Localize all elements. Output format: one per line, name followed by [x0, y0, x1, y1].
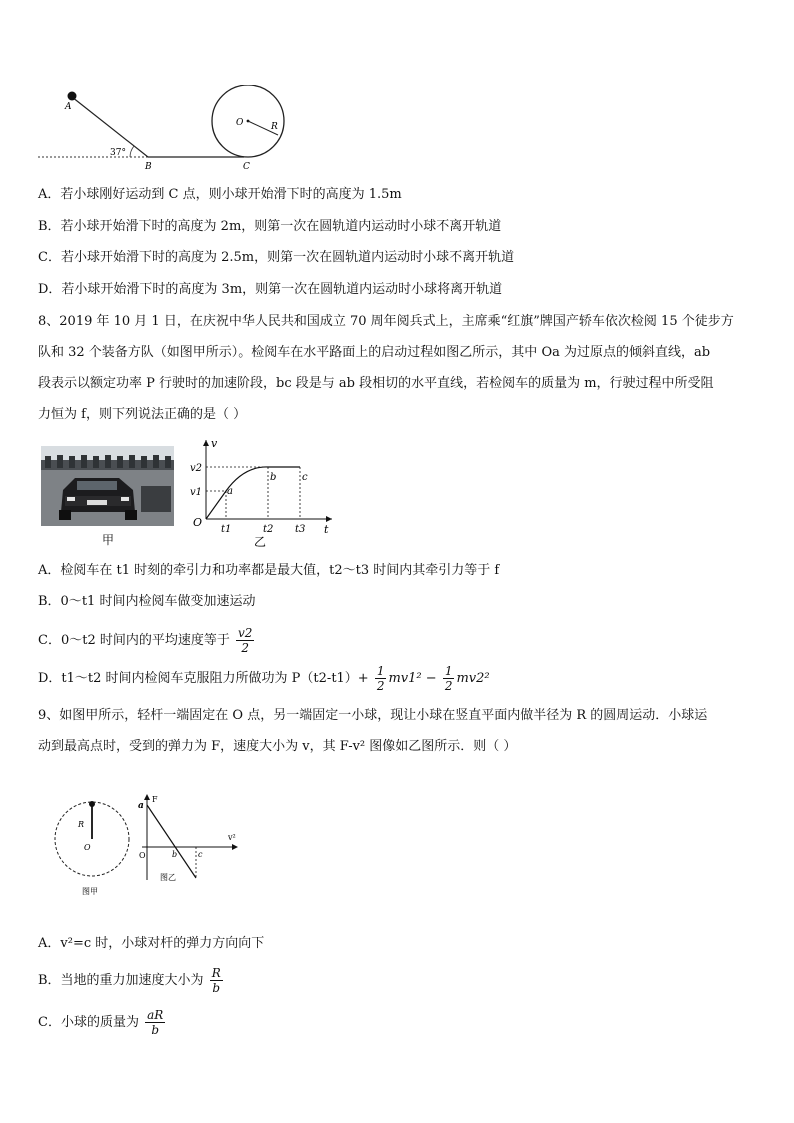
label-O: O — [236, 118, 244, 128]
label-C: C — [243, 162, 250, 170]
tick-v1: v1 — [190, 487, 203, 498]
q9-stem-line2: 动到最高点时，受到的弹力为 F，速度大小为 v，其 F-v² 图像如乙图所示．则（ ） — [38, 739, 517, 754]
q7-option-d: D．若小球开始滑下时的高度为 3m，则第一次在圆轨道内运动时小球将离开轨道 — [38, 282, 503, 297]
q9-option-b-fraction — [210, 966, 223, 995]
half-fraction-2 — [443, 664, 455, 693]
label-O: O — [84, 843, 91, 852]
q9-option-c-fraction — [145, 1008, 165, 1037]
fraction-numerator: 1 — [444, 664, 453, 678]
q8-stem-line1: 8、2019 年 10 月 1 日，在庆祝中华人民共和国成立 70 周年阅兵式上，主席乘“红旗”牌国产轿车依次检阅 15 个徒步方 — [38, 314, 734, 329]
angle-label: 37° — [110, 148, 126, 158]
fraction-denominator: 2 — [444, 679, 453, 693]
minus-sign: − — [425, 671, 437, 686]
q9-figure — [50, 792, 250, 900]
graph-caption-yi: 乙 — [254, 535, 267, 548]
point-c: c — [302, 472, 308, 483]
q9-option-a: A．v²=c 时，小球对杆的弹力方向向下 — [38, 936, 265, 951]
q7-option-a: A．若小球刚好运动到 C 点，则小球开始滑下时的高度为 1.5m — [38, 187, 402, 202]
point-a: a — [227, 486, 233, 497]
q9-option-b — [38, 964, 225, 998]
point-b: b — [270, 472, 277, 483]
q9-option-c — [38, 1006, 167, 1040]
label-R: R — [78, 820, 85, 829]
term-mv1: mv1² — [388, 671, 422, 686]
term-mv2: mv2² — [456, 671, 490, 686]
vt-curve — [206, 467, 300, 519]
fraction-denominator: b — [151, 1023, 160, 1037]
q8-option-b: B．0～t1 时间内检阅车做变加速运动 — [38, 594, 256, 609]
q9-option-b-text: B．当地的重力加速度大小为 — [38, 973, 204, 988]
label-R: R — [271, 122, 278, 132]
tick-t2: t2 — [263, 524, 274, 535]
vt-graph — [186, 436, 336, 548]
label-F: F — [152, 795, 158, 804]
fraction-denominator: 2 — [241, 641, 250, 655]
ball — [68, 92, 77, 101]
tick-t1: t1 — [221, 524, 232, 535]
tick-t3: t3 — [295, 524, 306, 535]
half-fraction-1 — [375, 664, 387, 693]
fraction-denominator: 2 — [376, 679, 385, 693]
q8-option-c-fraction — [236, 626, 254, 655]
q8-stem-line3: 段表示以额定功率 P 行驶时的加速阶段，bc 段是与 ab 段相切的水平直线，若检阅车的质量为 m，行驶过程中所受阻 — [38, 376, 714, 391]
q7-option-b: B．若小球开始滑下时的高度为 2m，则第一次在圆轨道内运动时小球不离开轨道 — [38, 219, 502, 234]
tick-v2: v2 — [190, 463, 203, 474]
axis-v: v — [211, 437, 218, 450]
q8-option-c — [38, 624, 256, 658]
label-A: A — [65, 102, 72, 112]
label-a: a — [138, 801, 144, 811]
label-v2: v² — [228, 833, 236, 842]
q8-option-d-text: D．t1～t2 时间内检阅车克服阻力所做功为 P（t2-t1）+ — [38, 671, 369, 686]
q8-stem-line4: 力恒为 f，则下列说法正确的是（ ） — [38, 407, 247, 422]
fraction-numerator: 1 — [376, 664, 385, 678]
label-c: c — [198, 850, 203, 859]
caption-yi: 图乙 — [160, 873, 176, 882]
fraction-denominator: b — [212, 981, 221, 995]
photo-caption-jia: 甲 — [102, 533, 115, 547]
q7-option-c: C．若小球开始滑下时的高度为 2.5m，则第一次在圆轨道内运动时小球不离开轨道 — [38, 250, 515, 265]
q9-stem-line1: 9、如图甲所示，轻杆一端固定在 O 点，另一端固定一小球，现让小球在竖直平面内做半径为 R 的圆周运动．小球运 — [38, 708, 708, 723]
q8-stem-line2: 队和 32 个装备方队（如图甲所示）。检阅车在水平路面上的启动过程如图乙所示，其中 Oa 为过原点的倾斜直线，ab — [38, 345, 711, 360]
parade-car-photo — [41, 446, 174, 526]
caption-jia: 图甲 — [82, 887, 98, 896]
axis-t: t — [324, 523, 329, 536]
F-v2-line — [147, 805, 196, 878]
origin-O: O — [193, 516, 203, 529]
q8-option-c-text: C．0～t2 时间内的平均速度等于 — [38, 633, 230, 648]
q8-option-d — [38, 662, 490, 696]
label-B: B — [145, 162, 152, 170]
fraction-numerator: aR — [147, 1008, 164, 1022]
ball — [89, 801, 95, 807]
q9-option-c-text: C．小球的质量为 — [38, 1015, 139, 1030]
q8-option-a: A．检阅车在 t1 时刻的牵引力和功率都是最大值，t2～t3 时间内其牵引力等于 f — [38, 563, 500, 578]
label-b: b — [172, 850, 178, 859]
label-O2: O — [139, 851, 146, 860]
fraction-numerator: R — [211, 966, 221, 980]
fraction-numerator: v2 — [238, 626, 253, 640]
incline-loop-figure — [38, 85, 308, 170]
